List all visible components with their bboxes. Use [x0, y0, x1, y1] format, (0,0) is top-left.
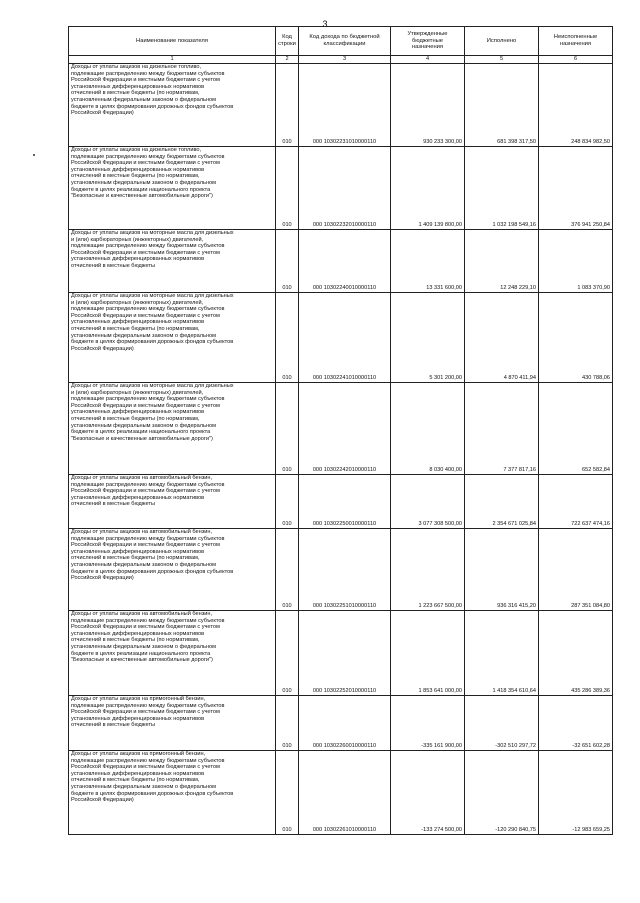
row-code: 010 [276, 751, 299, 835]
header-budget-code: Код дохода по бюджетной классификации [299, 27, 391, 56]
approved-value: 1 409 139 800,00 [391, 147, 465, 230]
unexecuted-value: 1 083 370,90 [539, 230, 613, 293]
header-row-code: Код строки [276, 27, 299, 56]
column-number: 3 [299, 56, 391, 64]
executed-value: 1 032 198 549,16 [465, 147, 539, 230]
budget-code: 000 10302251010000110 [299, 529, 391, 611]
table-row [69, 611, 613, 696]
row-name: Доходы от уплаты акцизов на моторные масла для дизельных и (или) карбюраторных (инжекторных) двигателей, подлежащие распределению между бюджетами субъектов Российской Федерации и местными бюджетами с учетом установленных дифференцированных нормативов отчислений в местные бюджеты (по нормативам, установленным федеральным законом о федеральном бюджете в целях формирования дорожных фондов субъектов Российской Федерации) [69, 293, 276, 383]
row-code: 010 [276, 293, 299, 383]
budget-code: 000 10302231010000110 [299, 64, 391, 147]
approved-value: 3 077 308 500,00 [391, 475, 465, 529]
row-code: 010 [276, 475, 299, 529]
row-code: 010 [276, 611, 299, 696]
budget-code: 000 10302250010000110 [299, 475, 391, 529]
budget-code: 000 10302261010000110 [299, 751, 391, 835]
unexecuted-value: -12 983 659,25 [539, 751, 613, 835]
executed-value: -302 510 297,72 [465, 696, 539, 751]
approved-value: 8 030 400,00 [391, 383, 465, 475]
row-name: Доходы от уплаты акцизов на автомобильный бензин, подлежащие распределению между бюджетами субъектов Российской Федерации и местными бюджетами с учетом установленных дифференцированных нормативов отчислений в местные бюджеты (по нормативам, установленным федеральным законом о федеральном бюджете в целях формирования дорожных фондов субъектов Российской Федерации) [69, 529, 276, 611]
header-name: Наименование показателя [69, 27, 276, 56]
approved-value: 13 331 600,00 [391, 230, 465, 293]
executed-value: 2 354 671 025,84 [465, 475, 539, 529]
executed-value: 681 398 317,50 [465, 64, 539, 147]
row-name: Доходы от уплаты акцизов на моторные масла для дизельных и (или) карбюраторных (инжекторных) двигателей, подлежащие распределению между бюджетами субъектов Российской Федерации и местными бюджетами с учетом установленных дифференцированных нормативов отчислений в местные бюджеты (по нормативам, установленным федеральным законом о федеральном бюджете в целях реализации национального проекта "Безопасные и качественные автомобильные дороги") [69, 383, 276, 475]
unexecuted-value: 287 351 084,80 [539, 529, 613, 611]
executed-value: 4 870 411,94 [465, 293, 539, 383]
scan-speck [33, 154, 35, 156]
row-code: 010 [276, 230, 299, 293]
column-number: 2 [276, 56, 299, 64]
row-name: Доходы от уплаты акцизов на моторные масла для дизельных и (или) карбюраторных (инжекторных) двигателей, подлежащие распределению между бюджетами субъектов Российской Федерации и местными бюджетами с учетом установленных дифференцированных нормативов отчислений в местные бюджеты [69, 230, 276, 293]
table-row [69, 230, 613, 293]
unexecuted-value: 430 788,06 [539, 293, 613, 383]
approved-value: 1 853 641 000,00 [391, 611, 465, 696]
row-code: 010 [276, 64, 299, 147]
column-number: 4 [391, 56, 465, 64]
budget-code: 000 10302240010000110 [299, 230, 391, 293]
column-number: 5 [465, 56, 539, 64]
table-row [69, 64, 613, 147]
row-name: Доходы от уплаты акцизов на дизельное топливо, подлежащие распределению между бюджетами субъектов Российской Федерации и местными бюджетами с учетом установленных дифференцированных нормативов отчислений в местные бюджеты (по нормативам, установленным федеральным законом о федеральном бюджете в целях формирования дорожных фондов субъектов Российской Федерации) [69, 64, 276, 147]
column-number: 6 [539, 56, 613, 64]
budget-code: 000 10302252010000110 [299, 611, 391, 696]
table-row [69, 696, 613, 751]
budget-code: 000 10302241010000110 [299, 293, 391, 383]
table-row [69, 475, 613, 529]
row-name: Доходы от уплаты акцизов на прямогонный бензин, подлежащие распределению между бюджетами субъектов Российской Федерации и местными бюджетами с учетом установленных дифференцированных нормативов отчислений в местные бюджеты [69, 696, 276, 751]
unexecuted-value: 722 637 474,16 [539, 475, 613, 529]
budget-code: 000 10302232010000110 [299, 147, 391, 230]
executed-value: 936 316 415,20 [465, 529, 539, 611]
approved-value: -335 161 900,00 [391, 696, 465, 751]
table-row [69, 147, 613, 230]
table-row [69, 383, 613, 475]
row-code: 010 [276, 147, 299, 230]
executed-value: 12 248 229,10 [465, 230, 539, 293]
budget-code: 000 10302260010000110 [299, 696, 391, 751]
page-number: 3 [322, 19, 328, 29]
table-row [69, 751, 613, 835]
row-code: 010 [276, 383, 299, 475]
table-row [69, 529, 613, 611]
unexecuted-value: 248 834 982,50 [539, 64, 613, 147]
row-name: Доходы от уплаты акцизов на автомобильный бензин, подлежащие распределению между бюджетами субъектов Российской Федерации и местными бюджетами с учетом установленных дифференцированных нормативов отчислений в местные бюджеты (по нормативам, установленным федеральным законом о федеральном бюджете в целях реализации национального проекта "Безопасные и качественные автомобильные дороги") [69, 611, 276, 696]
approved-value: -133 274 500,00 [391, 751, 465, 835]
unexecuted-value: 376 941 250,84 [539, 147, 613, 230]
header-approved: Утвержденные бюджетные назначения [391, 27, 465, 56]
executed-value: -120 290 840,75 [465, 751, 539, 835]
column-number: 1 [69, 56, 276, 64]
header-executed: Исполнено [465, 27, 539, 56]
header-unexecuted: Неисполненные назначения [539, 27, 613, 56]
budget-code: 000 10302242010000110 [299, 383, 391, 475]
header-row [69, 27, 613, 56]
column-number-row [69, 56, 613, 64]
executed-value: 1 418 354 610,64 [465, 611, 539, 696]
approved-value: 930 233 300,00 [391, 64, 465, 147]
row-name: Доходы от уплаты акцизов на автомобильный бензин, подлежащие распределению между бюджетами субъектов Российской Федерации и местными бюджетами с учетом установленных дифференцированных нормативов отчислений в местные бюджеты [69, 475, 276, 529]
executed-value: 7 377 817,16 [465, 383, 539, 475]
table-row [69, 293, 613, 383]
approved-value: 1 223 667 500,00 [391, 529, 465, 611]
unexecuted-value: 435 286 389,36 [539, 611, 613, 696]
unexecuted-value: -32 651 602,28 [539, 696, 613, 751]
unexecuted-value: 652 582,84 [539, 383, 613, 475]
row-code: 010 [276, 529, 299, 611]
row-code: 010 [276, 696, 299, 751]
approved-value: 5 301 200,00 [391, 293, 465, 383]
budget-report-table [68, 26, 613, 835]
row-name: Доходы от уплаты акцизов на дизельное топливо, подлежащие распределению между бюджетами субъектов Российской Федерации и местными бюджетами с учетом установленных дифференцированных нормативов отчислений в местные бюджеты (по нормативам, установленным федеральным законом о федеральном бюджете в целях реализации национального проекта "Безопасные и качественные автомобильные дороги") [69, 147, 276, 230]
row-name: Доходы от уплаты акцизов на прямогонный бензин, подлежащие распределению между бюджетами субъектов Российской Федерации и местными бюджетами с учетом установленных дифференцированных нормативов отчислений в местные бюджеты (по нормативам, установленным федеральным законом о федеральном бюджете в целях формирования дорожных фондов субъектов Российской Федерации) [69, 751, 276, 835]
